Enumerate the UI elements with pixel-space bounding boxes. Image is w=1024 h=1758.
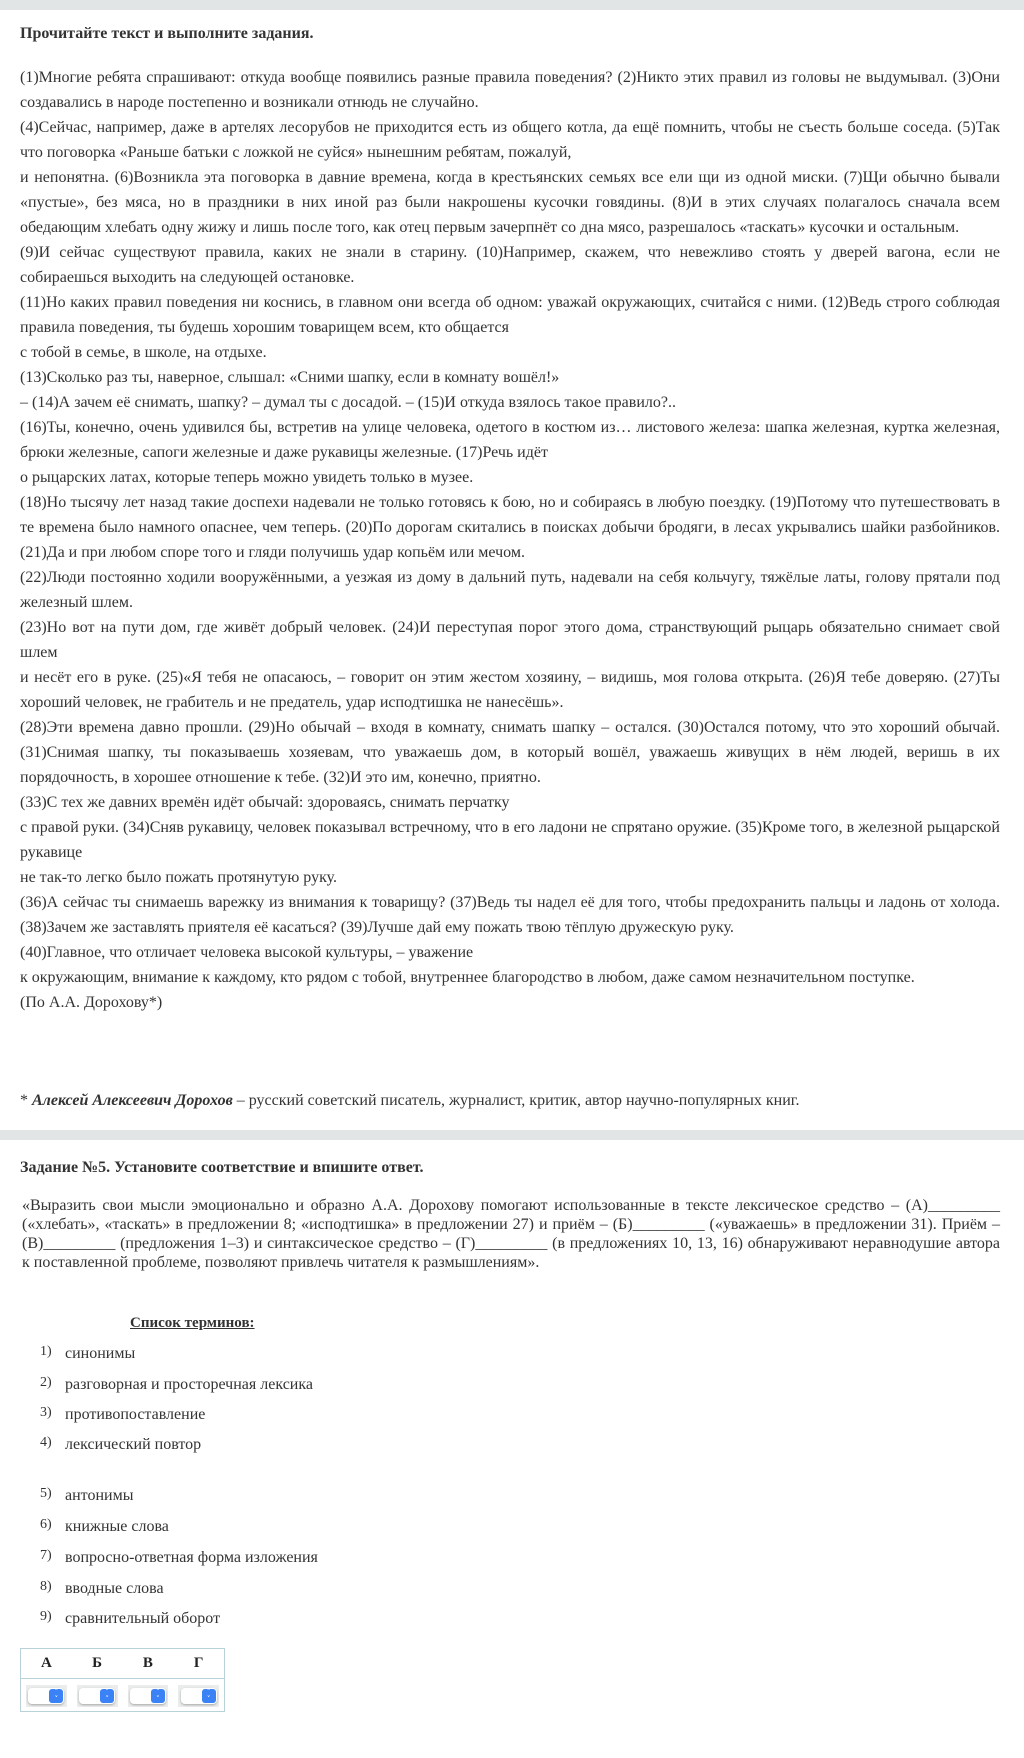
term-number: 7) xyxy=(40,1548,52,1563)
term-number: 1) xyxy=(40,1344,52,1359)
passage-paragraph: и несёт его в руке. (25)«Я тебя не опасаюсь, – говорит он этим жестом хозяину, – видишь, моя голова открыта. (26)Я тебе доверяю. (27)Ты хороший человек, не грабитель и не предатель, удар исподтишка не нанесёшь». xyxy=(20,669,1000,711)
task-statement: «Выразить свои мысли эмоционально и образно А.А. Дорохову помогают использованные в тексте лексическое средство – (А)_________ («хлебать», «таскать» в предложении 8; «исподтишка» в предложении 27) и приём – (Б)_________ («уважаешь» в предложении 31). Приём – (В)_________ (предложения 1–3) и синтаксическое средство – (Г)_________ (в предложениях 10, 13, 16) обнаруживают неравнодушие автора к поставленной проблеме, позволяют привлечь читателя к размышлениям». xyxy=(22,1197,1000,1271)
term-item xyxy=(40,1577,164,1599)
term-item xyxy=(40,1515,169,1537)
passage-source: (По А.А. Дорохову*) xyxy=(20,994,163,1011)
term-item xyxy=(40,1403,205,1425)
answer-select-g-cell xyxy=(178,1685,219,1707)
term-number: 5) xyxy=(40,1486,52,1501)
answer-column-v: В xyxy=(142,1655,153,1671)
term-number: 2) xyxy=(40,1375,52,1390)
answer-select-b[interactable] xyxy=(79,1688,115,1704)
chevron-up-down-icon: ˄ ˅ xyxy=(49,1689,63,1703)
answer-column-a: А xyxy=(40,1655,52,1671)
passage-paragraph: с тобой в семье, в школе, на отдыхе. xyxy=(20,344,267,361)
passage-paragraph: и непонятна. (6)Возникла эта поговорка в давние времена, когда в крестьянских семьях все ели щи из одной миски. (7)Щи обычно бывали «пустые», без мяса, но в праздники в них иной раз были накрошены кусочки говядины. (8)И в этих случаях полагалось сначала всем обедающим хлебать одну жижу и лишь после того, как отец первым зачерпнёт со дна мясо, разрешалось «таскать» кусочки и остальным. xyxy=(20,169,1000,236)
term-item xyxy=(40,1546,318,1568)
term-label: книжные слова xyxy=(65,1518,169,1535)
term-number: 3) xyxy=(40,1405,52,1420)
passage-paragraph: (28)Эти времена давно прошли. (29)Но обычай – входя в комнату, снимать шапку – остался. (30)Остался потому, что это хороший обычай. (31)Снимая шапку, ты показываешь хозяевам, что уважаешь дом, в который вошёл, уважаешь живущих в нём людей, веришь в их порядочность, в хорошее отношение к тебе. (32)И это им, конечно, приятно. xyxy=(20,719,1000,786)
author-footnote xyxy=(20,1090,1000,1112)
passage-paragraph: о рыцарских латах, которые теперь можно увидеть только в музее. xyxy=(20,469,474,486)
passage-paragraph: (16)Ты, конечно, очень удивился бы, встретив на улице человека, одетого в костюм из… листового железа: шапка железная, куртка железная, брюки железные, сапоги железные и даже рукавицы железные. (17)Речь идёт xyxy=(20,419,1000,461)
task-heading: Задание №5. Установите соответствие и впишите ответ. xyxy=(20,1159,424,1176)
passage-paragraph: (36)А сейчас ты снимаешь варежку из внимания к товарищу? (37)Ведь ты надел её для того, чтобы предохранить пальцы и ладонь от холода. (38)Зачем же заставлять приятеля её касаться? (39)Лучше дай ему пожать твою тёплую дружескую руку. xyxy=(20,894,1000,936)
term-item xyxy=(40,1342,135,1364)
passage-paragraph: (18)Но тысячу лет назад такие доспехи надевали не только готовясь к бою, но и собираясь в любую поездку. (19)Потому что путешествовать в те времена было намного опаснее, чем теперь. (20)По дорогам скитались в поисках добычи бродяги, в лесах укрывались шайки разбойников. (21)Да и при любом споре того и гляди получишь удар копьём или мечом. xyxy=(20,494,1000,561)
passage-paragraph: – (14)А зачем её снимать, шапку? – думал ты с досадой. – (15)И откуда взялось такое правило?.. xyxy=(20,394,676,411)
term-number: 4) xyxy=(40,1435,52,1450)
footnote-author: Алексей Алексеевич Дорохов xyxy=(32,1092,233,1109)
answer-select-row xyxy=(21,1679,224,1707)
terms-list-title: Список терминов: xyxy=(130,1315,255,1331)
passage-paragraph: не так-то легко было пожать протянутую руку. xyxy=(20,869,338,886)
passage-paragraph: (1)Многие ребята спрашивают: откуда вообще появились разные правила поведения? (2)Никто этих правил из головы не выдумывал. (3)Они создавались в народе постепенно и возникали отнюдь не случайно. xyxy=(20,69,1000,111)
passage-paragraph: (22)Люди постоянно ходили вооружёнными, а уезжая из дому в дальний путь, надевали на себя кольчугу, тяжёлые латы, голову прятали под железный шлем. xyxy=(20,569,1000,611)
chevron-up-down-icon: ˄ ˅ xyxy=(151,1689,165,1703)
term-item xyxy=(40,1433,201,1455)
intro-heading: Прочитайте текст и выполните задания. xyxy=(20,25,314,42)
answer-select-v[interactable] xyxy=(130,1688,166,1704)
passage-paragraph: (13)Сколько раз ты, наверное, слышал: «Сними шапку, если в комнату вошёл!» xyxy=(20,369,560,386)
footnote-star: * xyxy=(20,1092,32,1109)
term-label: антонимы xyxy=(65,1487,134,1504)
section-divider xyxy=(0,1130,1024,1140)
passage-paragraph: (11)Но каких правил поведения ни коснись, в главном они всегда об одном: уважай окружающих, считайся с ними. (12)Ведь строго соблюдая правила поведения, ты будешь хорошим товарищем всем, кто общается xyxy=(20,294,1000,336)
answer-column-g: Г xyxy=(193,1655,204,1671)
answer-table xyxy=(20,1648,225,1712)
top-divider-strip xyxy=(0,0,1024,10)
passage-paragraph: к окружающим, внимание к каждому, кто рядом с тобой, внутреннее благородство в любом, даже самом незначительном поступке. xyxy=(20,969,915,986)
term-label: лексический повтор xyxy=(65,1436,202,1453)
term-label: противопоставление xyxy=(65,1406,206,1423)
passage-paragraph: (9)И сейчас существуют правила, каких не знали в старину. (10)Например, скажем, что невежливо стоять у дверей вагона, если не собираешься выходить на следующей остановке. xyxy=(20,244,1000,286)
passage-paragraph: (4)Сейчас, например, даже в артелях лесорубов не приходится есть из общего котла, да ещё помнить, чтобы не съесть больше соседа. (5)Так что поговорка «Раньше батьки с ложкой не суйся» нынешним ребятам, пожалуй, xyxy=(20,119,1000,161)
term-label: синонимы xyxy=(65,1345,136,1362)
term-number: 9) xyxy=(40,1609,52,1624)
answer-select-a[interactable] xyxy=(28,1688,64,1704)
term-item xyxy=(40,1484,133,1506)
term-item xyxy=(40,1607,220,1629)
answer-column-b: Б xyxy=(92,1655,103,1671)
term-item xyxy=(40,1373,313,1395)
passage-paragraph: (23)Но вот на пути дом, где живёт добрый человек. (24)И переступая порог этого дома, странствующий рыцарь обязательно снимает свой шлем xyxy=(20,619,1000,661)
term-number: 6) xyxy=(40,1517,52,1532)
term-label: вводные слова xyxy=(65,1580,164,1597)
term-number: 8) xyxy=(40,1579,52,1594)
answer-table-header xyxy=(21,1649,224,1679)
footnote-description: – русский советский писатель, журналист, критик, автор научно-популярных книг. xyxy=(232,1092,800,1109)
answer-select-b-cell xyxy=(77,1685,118,1707)
answer-select-a-cell xyxy=(26,1685,67,1707)
passage-text xyxy=(20,65,1000,1015)
term-label: вопросно-ответная форма изложения xyxy=(65,1549,318,1566)
term-label: разговорная и просторечная лексика xyxy=(65,1376,313,1393)
passage-paragraph: (40)Главное, что отличает человека высокой культуры, – уважение xyxy=(20,944,474,961)
answer-select-g[interactable] xyxy=(181,1688,217,1704)
chevron-up-down-icon: ˄ ˅ xyxy=(202,1689,216,1703)
chevron-up-down-icon: ˄ ˅ xyxy=(100,1689,114,1703)
passage-paragraph: (33)С тех же давних времён идёт обычай: здороваясь, снимать перчатку xyxy=(20,794,510,811)
passage-paragraph: с правой руки. (34)Сняв рукавицу, человек показывал встречному, что в его ладони не спрятано оружие. (35)Кроме того, в железной рыцарской рукавице xyxy=(20,819,1000,861)
answer-select-v-cell xyxy=(128,1685,169,1707)
term-label: сравнительный оборот xyxy=(65,1610,221,1627)
